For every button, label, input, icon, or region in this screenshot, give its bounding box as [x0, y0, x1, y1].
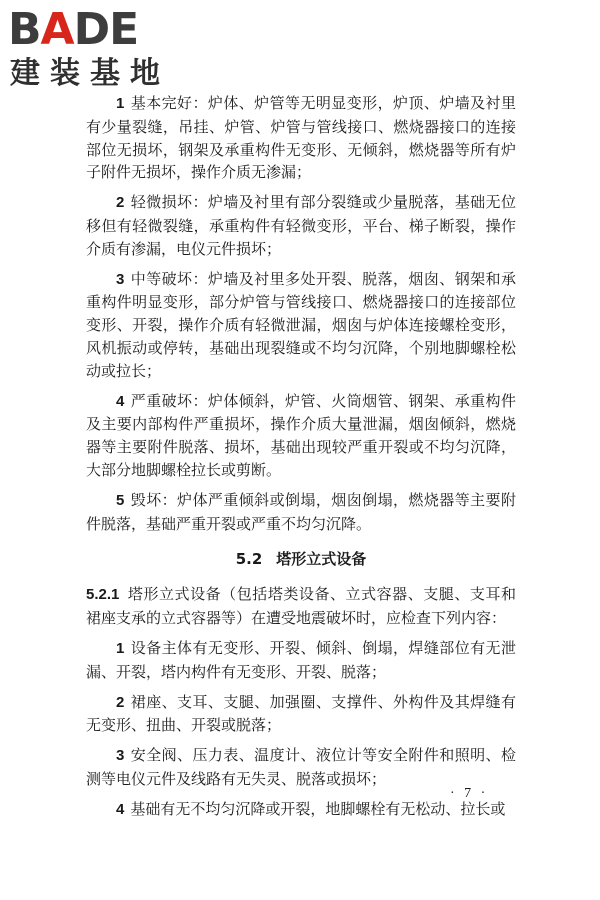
list-item: 3 中等破坏：炉墙及衬里多处开裂、脱落，烟囱、钢架和承重构件明显变形，部分炉管与管线接口、燃烧器接口的连接部位变形、开裂，操作介质有轻微泄漏，烟囱与炉体连接螺栓变形，风机振动或停转，基础出现裂缝或不均匀沉降，个别地脚螺栓松动或拉长； — [86, 269, 516, 380]
logo-chinese-text: 建装基地 — [10, 56, 170, 91]
clause-paragraph: 5.2.1 塔形立式设备（包括塔类设备、立式容器、支腿、支耳和裙座支承的立式容器等）在遭受地震破坏时，应检查下列内容： — [86, 585, 516, 628]
list-item: 5 毁坏：炉体严重倾斜或倒塌，烟囱倒塌，燃烧器等主要附件脱落，基础严重开裂或严重不均匀沉降。 — [86, 490, 516, 533]
list-item: 1 设备主体有无变形、开裂、倾斜、倒塌，焊缝部位有无泄漏、开裂，塔内构件有无变形、开裂、脱落； — [86, 638, 516, 681]
logo-wordmark: BADE — [8, 4, 139, 55]
list-item: 4 基础有无不均匀沉降或开裂，地脚螺栓有无松动、拉长或 — [116, 799, 506, 818]
list-item: 2 裙座、支耳、支腿、加强圈、支撑件、外构件及其焊缝有无变形、扭曲、开裂或脱落； — [86, 692, 516, 735]
list-item: 4 严重破坏：炉体倾斜，炉管、火筒烟管、钢架、承重构件及主要内部构件严重损坏，操作介质大量泄漏，烟囱倾斜，燃烧器等主要附件脱落、损坏，基础出现较严重开裂或不均匀沉降，大部分地脚螺栓拉长或剪断。 — [86, 391, 516, 479]
bade-logo — [8, 2, 178, 94]
page-number: · 7 · — [450, 786, 489, 801]
list-item: 3 安全阀、压力表、温度计、液位计等安全附件和照明、检测等电仪元件及线路有无失灵、脱落或损坏； — [86, 746, 516, 788]
list-item: 2 轻微损坏：炉墙及衬里有部分裂缝或少量脱落，基础无位移但有轻微裂缝，承重构件有轻微变形，平台、梯子断裂，操作介质有渗漏，电仪元件损坏； — [86, 193, 516, 258]
section-heading: 5.2 塔形立式设备 — [235, 550, 367, 569]
list-item: 1 基本完好：炉体、炉管等无明显变形，炉顶、炉墙及衬里有少量裂缝，吊挂、炉管、炉管与管线接口、燃烧器接口的连接部位无损坏，钢架及承重构件无变形、无倾斜，燃烧器等所有炉子附件无损坏，操作介质无渗漏； — [86, 94, 516, 182]
document-body — [86, 92, 516, 829]
